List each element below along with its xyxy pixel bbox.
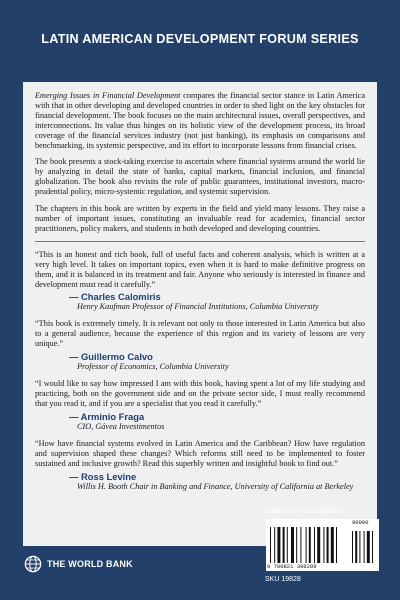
description-text-1: compares the financial sector stance in Latin America with that in other developing and developed countries in order to shed light on the key obstacles for financial development. The book focuses on the main architectural issues, overall perspectives, and interconnections. Its value thus hinges on its holistic view of the development process, its broad coverage of the financial services industry (not just banking), its emphasis on comparisons and benchmarking, its systemic perspective, and its effort to incorporate lessons from financial crises. xyxy=(35,91,365,150)
description-paragraph-3: The chapters in this book are written by experts in the field and yield many lessons. They raise a number of important issues, constituting an invaluable read for academics, financial sector practitioners, policy makers, and students in both developed and developing countries. xyxy=(35,204,365,233)
barcode-bar xyxy=(317,527,320,563)
endorsement-affiliation: Willis H. Booth Chair in Banking and Finance, University of California at Berkeley xyxy=(77,481,354,491)
barcode-bar xyxy=(372,531,373,563)
barcode-bar xyxy=(323,527,324,563)
barcode-bar xyxy=(359,531,360,563)
description-paragraph-2: The book presents a stock-taking exercise to ascertain where financial systems around the world lie by analyzing in detail the state of banks, capital markets, financial inclusion, and financial globalization. The book also revisits the role of public guarantees, institutional investors, macro-prudential policy, micro-systemic regulation, and systemic supervision. xyxy=(35,157,365,197)
endorsement-text: “I would like to say how impressed I am with this book, having spent a lot of my life studying and practicing, both on the government side and on the private sector side, I must really recommend that you read it, and if you are a specialist that you read it carefully.” xyxy=(35,379,365,408)
endorsements xyxy=(35,250,365,492)
endorsement-affiliation: Professor of Economics, Columbia University xyxy=(77,362,229,372)
endorsement-2 xyxy=(35,319,365,372)
endorsement-3 xyxy=(35,379,365,432)
barcode-bar xyxy=(364,531,365,563)
endorsement-author: — Guillermo Calvo xyxy=(69,351,153,363)
barcode-bar xyxy=(336,527,337,563)
barcode-bar xyxy=(296,527,297,563)
endorsement-text: “How have financial systems evolved in Latin America and the Caribbean? How have regulation and supervision shaped these changes? Which reforms still need to be implemented to foster sustained and inclusive growth? Read this superbly written and insightful book to find out.” xyxy=(35,438,365,468)
barcode-bar xyxy=(300,527,301,563)
sku: SKU 19828 xyxy=(265,576,301,583)
barcode-bar xyxy=(355,531,357,563)
barcode-bar xyxy=(283,527,285,563)
endorsement-author: — Charles Calomiris xyxy=(69,291,161,303)
series-title: LATIN AMERICAN DEVELOPMENT FORUM SERIES xyxy=(41,32,359,46)
divider xyxy=(35,241,365,242)
endorsement-text: “This book is extremely timely. It is relevant not only to those interested in Latin America but also to a general audience, because the experience of this region and its variety of lessons are very unique.” xyxy=(35,319,365,349)
isbn: ISBN 978-0-8213-9828-9 xyxy=(265,508,344,515)
barcode-bar xyxy=(270,527,271,563)
description-paragraph-1 xyxy=(35,91,365,150)
back-cover-panel xyxy=(23,82,377,546)
endorsement-affiliation: Henry Kaufman Professor of Financial Institutions, Columbia University xyxy=(77,302,319,312)
endorsement-affiliation: CIO, Gávea Investimentos xyxy=(77,421,165,431)
book-description xyxy=(35,91,365,234)
endorsement-text: “This is an honest and rich book, full of useful facts and coherent analysis, which is written at a very high level. It takes on important topics, even when it is hard to make definitive progress on them, and it is balanced in its treatment and fair. Anyone who seriously is interested in finance and development must read it carefully.” xyxy=(35,249,365,289)
book-title: Emerging Issues in Financial Development xyxy=(35,91,181,100)
endorsement-1 xyxy=(35,250,365,313)
barcode-bar xyxy=(314,527,315,563)
barcode-bar xyxy=(291,527,294,563)
barcode-bar xyxy=(331,527,334,563)
price-code: 90000 xyxy=(352,519,369,526)
publisher-logo xyxy=(24,555,133,573)
barcode-bar xyxy=(309,527,311,563)
barcode-bar xyxy=(367,531,370,563)
barcode-bar xyxy=(306,527,307,563)
barcode-number: 9 780821 398289 xyxy=(267,563,317,570)
barcode-bar xyxy=(327,527,329,563)
world-bank-globe-icon xyxy=(24,555,42,573)
endorsement-4 xyxy=(35,439,365,492)
endorsement-author: — Ross Levine xyxy=(69,470,137,482)
endorsement-author: — Arminio Fraga xyxy=(69,410,145,422)
barcode-bar xyxy=(277,527,280,563)
barcode-bar xyxy=(352,531,353,563)
barcode-bar xyxy=(274,527,275,563)
barcode-bar xyxy=(287,527,288,563)
publisher-name: THE WORLD BANK xyxy=(47,559,133,569)
